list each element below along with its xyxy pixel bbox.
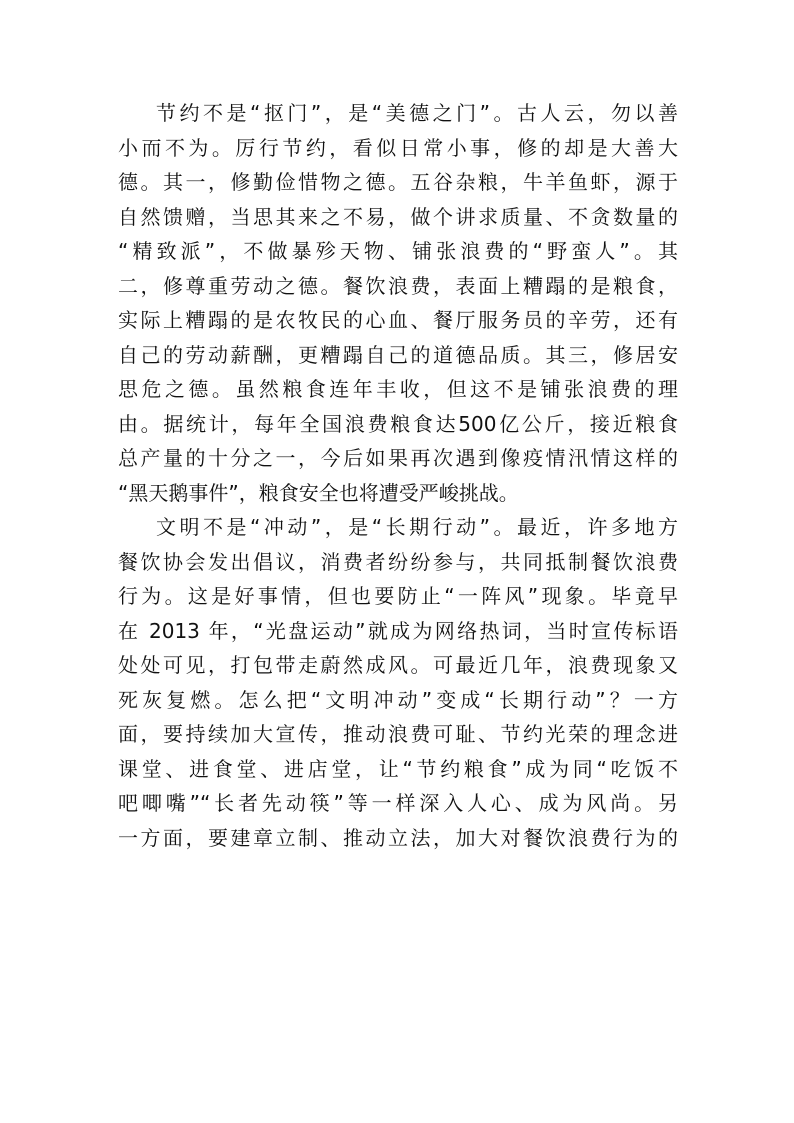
text-line: 课堂、进食堂、进店堂，让“节约粮食”成为同“吃饭不 <box>118 756 678 781</box>
text-line: 节约不是“抠门”，是“美德之门”。古人云，勿以善 <box>156 101 678 125</box>
text-line: 自己的劳动薪酬，更糟蹋自己的道德品质。其三，修居安 <box>118 342 678 367</box>
document-body <box>118 96 678 855</box>
text-line: “黑天鹅事件”，粮食安全也将遭受严峻挑战。 <box>118 480 519 505</box>
text-line: 在 2013 年，“光盘运动”就成为网络热词，当时宣传标语 <box>118 618 678 643</box>
text-line: 由。据统计，每年全国浪费粮食达500亿公斤，接近粮食 <box>118 411 678 436</box>
text-line: 死灰复燃。怎么把“文明冲动”变成“长期行动”？一方 <box>118 687 678 712</box>
text-line: 文明不是“冲动”，是“长期行动”。最近，许多地方 <box>156 515 678 539</box>
text-line: 二，修尊重劳动之德。餐饮浪费，表面上糟蹋的是粮食， <box>118 273 678 298</box>
text-line: 面，要持续加大宣传，推动浪费可耻、节约光荣的理念进 <box>118 722 678 746</box>
text-line: 总产量的十分之一，今后如果再次遇到像疫情汛情这样的 <box>118 446 678 470</box>
text-line: 实际上糟蹋的是农牧民的心血、餐厅服务员的辛劳，还有 <box>118 308 678 332</box>
text-line: 思危之德。虽然粮食连年丰收，但这不是铺张浪费的理 <box>118 377 678 401</box>
text-line: 小而不为。厉行节约，看似日常小事，修的却是大善大 <box>118 135 678 160</box>
text-line: 行为。这是好事情，但也要防止“一阵风”现象。毕竟早 <box>118 584 678 608</box>
text-line: 处处可见，打包带走蔚然成风。可最近几年，浪费现象又 <box>118 653 678 677</box>
paragraph-civilization <box>118 510 678 855</box>
text-line: 自然馈赠，当思其来之不易，做个讲求质量、不贪数量的 <box>118 204 678 229</box>
text-line: 吧唧嘴”“长者先动筷”等一样深入人心、成为风尚。另 <box>118 791 678 815</box>
text-line: 德。其一，修勤俭惜物之德。五谷杂粮，牛羊鱼虾，源于 <box>118 170 678 194</box>
text-line: “精致派”，不做暴殄天物、铺张浪费的“野蛮人”。其 <box>118 239 678 263</box>
paragraph-frugality <box>118 96 678 510</box>
text-line: 餐饮协会发出倡议，消费者纷纷参与，共同抵制餐饮浪费 <box>118 549 678 574</box>
text-line: 一方面，要建章立制、推动立法，加大对餐饮浪费行为的 <box>118 825 678 850</box>
